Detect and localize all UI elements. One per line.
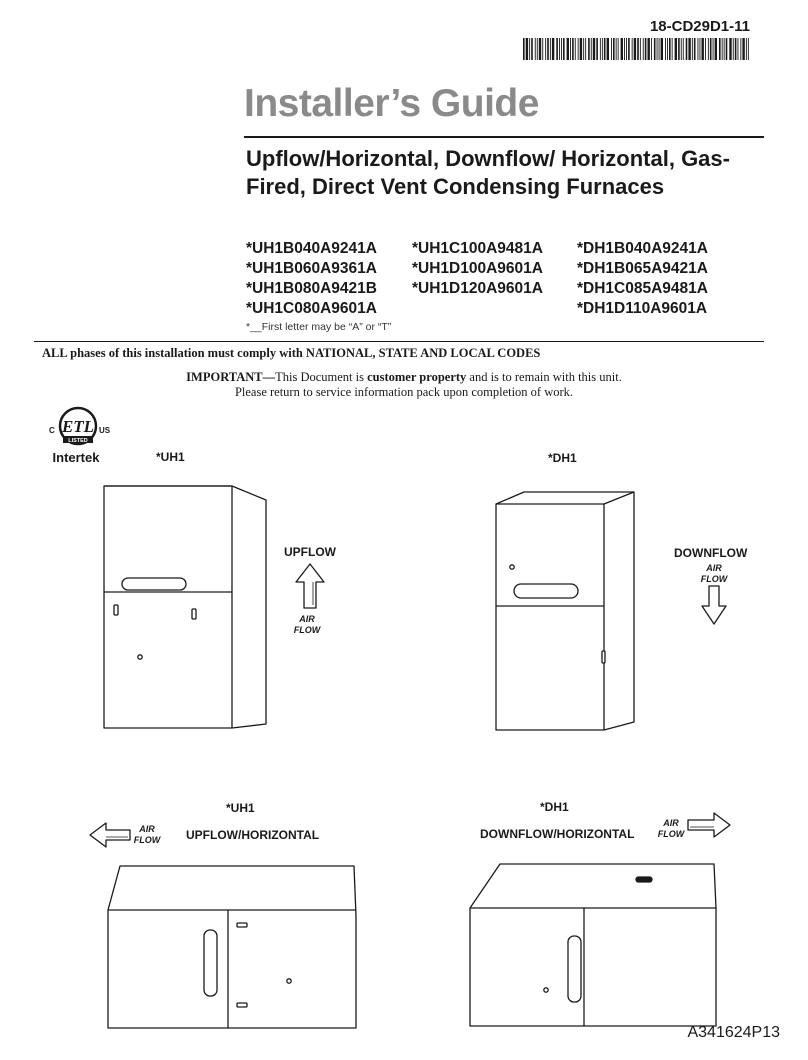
uh1-horizontal-label: *UH1 [226,801,255,815]
flow-text: FLOW [657,829,685,839]
barcode-bar [740,38,741,60]
model-column-2 [412,239,543,299]
barcode-bar [539,38,541,60]
barcode-bar [713,38,714,60]
barcode-bar [681,38,682,60]
barcode-bar [735,38,737,60]
model-column-1 [246,239,377,319]
barcode-bar [694,38,696,60]
barcode-bar [724,38,725,60]
flow-text: FLOW [700,574,728,584]
barcode-bar [531,38,533,60]
barcode-bar [550,38,551,60]
model-number: *UH1D100A9601A [412,260,543,277]
vent-port [636,877,652,882]
barcode-bar [616,38,617,60]
barcode-bar [651,38,652,60]
barcode-bar [654,38,656,60]
up-arrow-icon [294,562,326,610]
barcode-bar [657,38,658,60]
barcode-bar [748,38,749,60]
barcode-bar [738,38,739,60]
barcode-bar [672,38,673,60]
right-arrow-icon [686,810,732,840]
barcode-bar [523,38,525,60]
flow-text: FLOW [293,625,321,635]
barcode-bar [665,38,666,60]
model-number: *UH1C080A9601A [246,300,377,317]
barcode-bar [537,38,538,60]
barcode-bar [552,38,554,60]
dh1-horizontal-label: *DH1 [540,800,569,814]
door-latch [192,609,196,619]
furnace-body [470,864,716,1026]
barcode-bar [611,38,612,60]
model-number: *DH1D110A9601A [577,300,708,317]
barcode-bar [542,38,543,60]
barcode-bar [686,38,688,60]
model-number: *DH1B040A9241A [577,240,708,257]
important-notice [140,370,668,400]
barcode-bar [621,38,623,60]
barcode-bar [628,38,630,60]
barcode-bar [596,38,598,60]
intertek-wordmark: Intertek [52,450,100,465]
barcode-bar [683,38,684,60]
barcode-bar [634,38,636,60]
barcode-bar [578,38,579,60]
barcode-bar [561,38,562,60]
door-latch [237,923,247,927]
title-rule [244,136,764,138]
barcode-bar [692,38,693,60]
etl-listed-logo [40,400,116,468]
barcode-bar [678,38,680,60]
door-latch [114,605,118,615]
important-line-2: Please return to service information pack upon completion of work. [234,385,574,399]
sight-glass [544,988,548,992]
model-number: *UH1D120A9601A [412,280,543,297]
barcode-bar [626,38,627,60]
air-text: AIR [299,614,315,624]
barcode-bar [705,38,706,60]
barcode-bar [583,38,584,60]
codes-notice: ALL phases of this installation must comply with NATIONAL, STATE AND LOCAL CODES [42,346,541,360]
barcode-bar [604,38,606,60]
part-number: A341624P13 [687,1024,780,1041]
door-latch [602,651,605,663]
model-number: *UH1B040A9241A [246,240,377,257]
model-number: *DH1C085A9481A [577,280,708,297]
important-bold: customer property [367,370,467,384]
barcode-bar [715,38,717,60]
downflow-label: DOWNFLOW [674,546,748,560]
barcode-bar [645,38,647,60]
etl-letters: ETL [61,417,95,436]
important-text-2: and is to remain with this unit. [466,370,622,384]
barcode-bar [659,38,660,60]
air-text: AIR [706,563,722,573]
us-mark: US [99,426,111,435]
barcode-bar [637,38,639,60]
barcode-bar [529,38,530,60]
barcode-bar [688,38,690,60]
barcode-bar [669,38,671,60]
barcode-bar [559,38,560,60]
upflow-furnace-illustration [100,478,272,734]
barcode-bar [710,38,712,60]
barcode-bar [572,38,574,60]
barcode-bar [722,38,723,60]
uh1-label: *UH1 [156,450,185,464]
page-subtitle: Upflow/Horizontal, Downflow/ Horizontal, Gas-Fired, Direct Vent Condensing Furnaces [246,146,730,199]
sight-glass [138,655,142,659]
barcode-bar [719,38,721,60]
upflow-horizontal-label: UPFLOW/HORIZONTAL [186,828,320,842]
model-number: *UH1C100A9481A [412,240,543,257]
barcode-bar [667,38,668,60]
listed-text: LISTED [68,438,88,444]
barcode-bar [624,38,625,60]
airflow-label [656,818,686,840]
barcode-bar [591,38,592,60]
barcode-bar [607,38,609,60]
upflow-label: UPFLOW [284,545,336,559]
barcode-bar [746,38,747,60]
barcode-bar [742,38,744,60]
barcode-bar [632,38,633,60]
barcode-bar [618,38,619,60]
barcode-bar [526,38,528,60]
barcode-bar [580,38,582,60]
door-handle [204,930,217,996]
upflow-horizontal-furnace-illustration [100,860,362,1030]
barcode-bar [545,38,546,60]
barcode-bar [602,38,603,60]
barcode-bar [563,38,565,60]
downflow-horizontal-label: DOWNFLOW/HORIZONTAL [480,827,635,841]
document-number: 18-CD29D1-11 [649,18,750,35]
model-footnote: *__First letter may be “A” or “T” [246,321,392,333]
left-arrow-icon [88,820,132,850]
barcode-bar [600,38,601,60]
barcode-bar [648,38,650,60]
barcode-bar [588,38,590,60]
dh1-label: *DH1 [548,451,577,465]
c-mark: C [49,426,55,435]
door-handle [568,936,581,1002]
down-arrow-icon [700,584,728,626]
barcode-bar [547,38,549,60]
barcode-bar [698,38,699,60]
barcode-bar [700,38,701,60]
airflow-label [694,563,734,585]
barcode-bar [733,38,734,60]
furnace-body [104,486,266,728]
barcode-bar [567,38,569,60]
barcode-bar [729,38,731,60]
barcode-bar [726,38,728,60]
air-text: AIR [663,818,679,828]
section-rule [34,341,764,342]
barcode-bar [643,38,644,60]
airflow-label [132,824,162,846]
door-latch [237,1003,247,1007]
barcode-bar [570,38,571,60]
barcode-bar [535,38,536,60]
barcode-bar [675,38,677,60]
sight-glass [510,565,514,569]
barcode [523,38,751,60]
important-label: IMPORTANT— [186,370,276,384]
downflow-furnace-illustration [492,484,642,734]
model-column-3 [577,239,708,319]
barcode-bar [585,38,586,60]
barcode-bar [593,38,595,60]
barcode-bar [708,38,709,60]
barcode-bar [661,38,663,60]
important-text: This Document is [275,370,368,384]
airflow-label [287,614,327,636]
flow-text: FLOW [133,835,161,845]
barcode-bar [575,38,576,60]
barcode-bar [556,38,558,60]
sight-glass [287,979,291,983]
model-number: *UH1B060A9361A [246,260,377,277]
model-number: *DH1B065A9421A [577,260,708,277]
page-title: Installer’s Guide [244,82,539,125]
furnace-body [108,866,356,1028]
downflow-horizontal-furnace-illustration [466,858,728,1028]
model-number: *UH1B080A9421B [246,280,377,297]
air-text: AIR [139,824,155,834]
barcode-bar [613,38,615,60]
furnace-body [496,492,634,730]
barcode-bar [640,38,641,60]
door-handle [514,584,578,598]
door-handle [122,578,186,590]
barcode-bar [702,38,704,60]
